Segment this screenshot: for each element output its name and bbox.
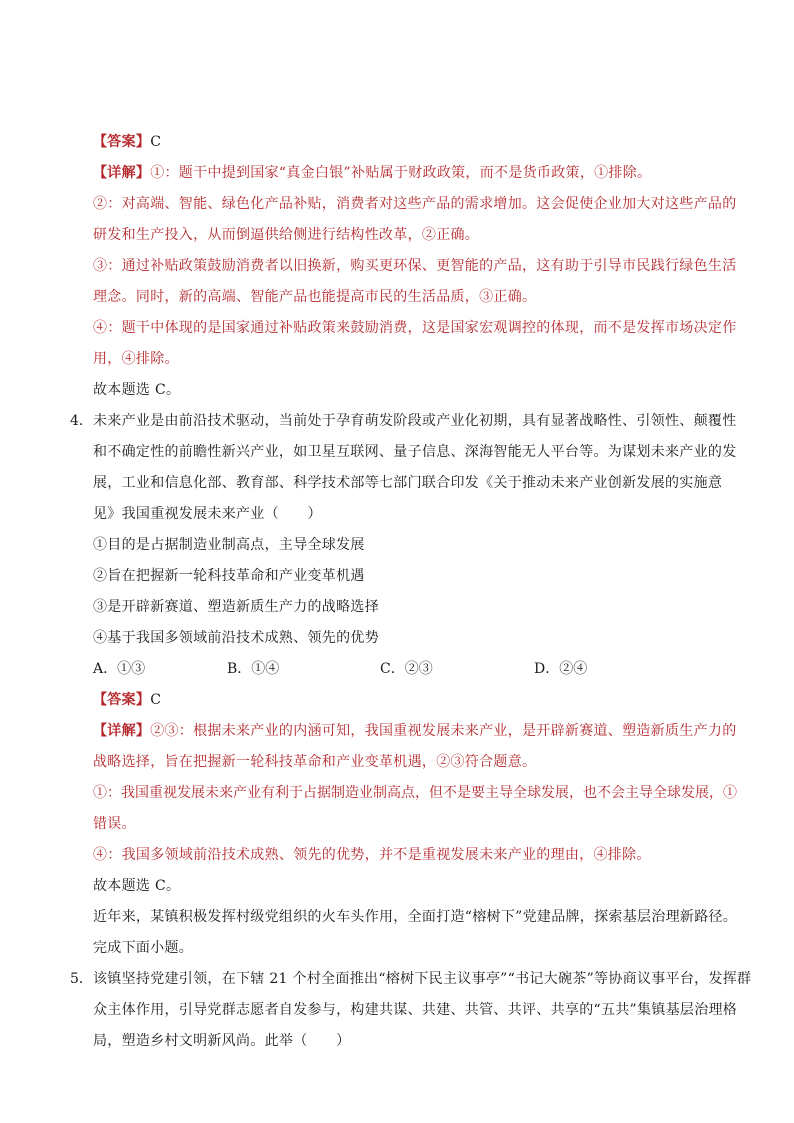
passage-line: 完成下面小题。 — [93, 940, 194, 956]
q4-stem-line: 见》我国重视发展未来产业（ ） — [93, 506, 322, 522]
q3-detail-line: ②：对高端、智能、绿色化产品补贴，消费者对这些产品的需求增加。这会促使企业加大对这些产品的 — [93, 196, 737, 212]
q4-option-a: A．①③ — [93, 661, 146, 677]
q5-stem-line: 该镇坚持党建引领，在下辖 21 个村全面推出“榕树下民主议事亭”“书记大碗茶”等协商议事平台，发挥群 — [93, 971, 752, 987]
q4-answer: 【答案】C — [93, 692, 162, 708]
q3-detail-line: 理念。同时，新的高端、智能产品也能提高市民的生活品质，③正确。 — [93, 289, 537, 305]
q4-number: 4． — [70, 413, 93, 429]
q4-item: ②旨在把握新一轮科技革命和产业变革机遇 — [93, 568, 365, 584]
q3-detail-line: 【详解】①：题干中提到国家“真金白银”补贴属于财政政策，而不是货币政策，①排除。 — [93, 165, 652, 181]
q4-detail-line: 错误。 — [93, 816, 136, 832]
q3-detail-line: 用，④排除。 — [93, 351, 179, 367]
q3-detail-line: 研发和生产投入，从而倒逼供给侧进行结构性改革，②正确。 — [93, 227, 480, 243]
q4-option-c: C．②③ — [380, 661, 433, 677]
passage-line: 近年来，某镇积极发挥村级党组织的火车头作用，全面打造“榕树下”党建品牌，探索基层治理新路径。 — [93, 909, 738, 925]
q3-detail-line: ④：题干中体现的是国家通过补贴政策来鼓励消费，这是国家宏观调控的体现，而不是发挥市场决定作 — [93, 320, 737, 336]
q3-detail-line: ③：通过补贴政策鼓励消费者以旧换新，购买更环保、更智能的产品，这有助于引导市民践行绿色生活 — [93, 258, 737, 274]
q5-stem-line: 局，塑造乡村文明新风尚。此举（ ） — [93, 1033, 351, 1049]
q4-detail-line: ①：我国重视发展未来产业有利于占据制造业制高点，但不是要主导全球发展，也不会主导全球发展，① — [93, 785, 737, 801]
q3-answer: 【答案】C — [93, 134, 162, 150]
q4-detail-line: 战略选择，旨在把握新一轮科技革命和产业变革机遇，②③符合题意。 — [93, 754, 537, 770]
q4-stem-line: 展，工业和信息化部、教育部、科学技术部等七部门联合印发《关于推动未来产业创新发展的实施意 — [93, 475, 723, 491]
q4-item: ③是开辟新赛道、塑造新质生产力的战略选择 — [93, 599, 379, 615]
q4-item: ④基于我国多领域前沿技术成熟、领先的优势 — [93, 630, 379, 646]
q5-number: 5． — [70, 971, 93, 987]
q5-stem-line: 众主体作用，引导党群志愿者自发参与，构建共谋、共建、共管、共评、共享的“五共”集镇基层治理格 — [93, 1002, 738, 1018]
q4-item: ①目的是占据制造业制高点，主导全球发展 — [93, 537, 365, 553]
q3-conclusion: 故本题选 C。 — [93, 382, 181, 398]
q4-option-b: B．①④ — [227, 661, 280, 677]
q4-option-d: D．②④ — [534, 661, 588, 677]
q4-stem-line: 未来产业是由前沿技术驱动，当前处于孕育萌发阶段或产业化初期，具有显著战略性、引领性、颠覆性 — [93, 413, 737, 429]
q4-conclusion: 故本题选 C。 — [93, 878, 181, 894]
q4-detail-line: ④：我国多领域前沿技术成熟、领先的优势，并不是重视发展未来产业的理由，④排除。 — [93, 847, 651, 863]
q4-detail-line: 【详解】②③：根据未来产业的内涵可知，我国重视发展未来产业，是开辟新赛道、塑造新质生产力的 — [93, 723, 737, 739]
q4-stem-line: 和不确定性的前瞻性新兴产业，如卫星互联网、量子信息、深海智能无人平台等。为谋划未来产业的发 — [93, 444, 737, 460]
